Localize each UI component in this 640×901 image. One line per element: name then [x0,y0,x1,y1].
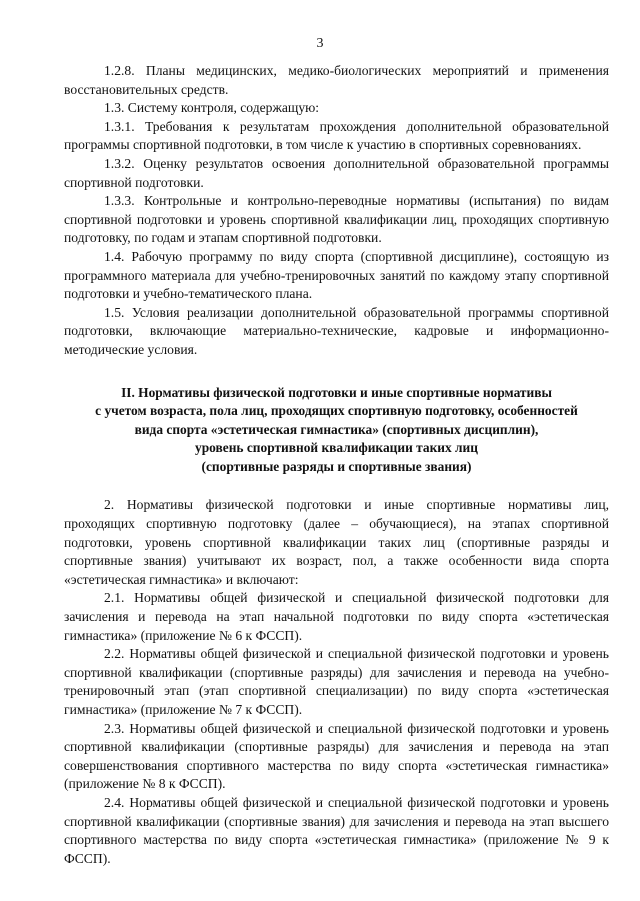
page-number: 3 [316,36,324,51]
paragraph-2-3: 2.3. Нормативы общей физической и специальной физической подготовки и уровень спортивной квалификации (спортивные разряды) для зачисления и перевода на этап совершенствования спортивного мастерства по виду спорта «эстетическая гимнастика» (приложение № 8 к ФССП). [64,720,609,792]
section-heading-line: с учетом возраста, пола лиц, проходящих спортивную подготовку, особенностей [95,403,578,419]
document-body [64,62,609,868]
paragraph-1-3-1: 1.3.1. Требования к результатам прохождения дополнительной образовательной программы спортивной подготовки, в том числе к участию в спортивных соревнованиях. [64,118,609,153]
paragraph-2-1: 2.1. Нормативы общей физической и специальной физической подготовки для зачисления и перевода на этап начальной подготовки по виду спорта «эстетическая гимнастика» (приложение № 6 к ФССП). [64,590,609,643]
paragraph-2-4: 2.4. Нормативы общей физической и специальной физической подготовки и уровень спортивной квалификации (спортивные звания) для зачисления и перевода на этап высшего спортивного мастерства по виду спорта «эстетическая гимнастика» (приложение № 9 к ФССП). [64,794,609,866]
section-heading-line: уровень спортивной квалификации таких лиц [195,440,478,456]
paragraph-1-2-8: 1.2.8. Планы медицинских, медико-биологических мероприятий и применения восстановительных средств. [64,63,609,97]
section-heading-line: (спортивные разряды и спортивные звания) [201,458,472,474]
paragraph-1-4: 1.4. Рабочую программу по виду спорта (спортивной дисциплине), состоящую из программного материала для учебно-тренировочных занятий по каждому этапу спортивной подготовки и учебно-тематического плана. [64,248,609,302]
paragraph-1-3-3: 1.3.3. Контрольные и контрольно-переводные нормативы (испытания) по видам спортивной подготовки и уровень спортивной квалификации лиц, проходящих спортивную подготовку, по годам и этапам спортивной подготовки. [64,193,609,246]
paragraph-1-3: 1.3. Систему контроля, содержащую: [104,100,320,116]
paragraph-1-3-2: 1.3.2. Оценку результатов освоения дополнительной образовательной программы спортивной подготовки. [64,155,609,190]
paragraph-2-2: 2.2. Нормативы общей физической и специальной физической подготовки и уровень спортивной квалификации (спортивные разряды) для зачисления и перевода на учебно-тренировочный этап (этап спортивной специализации) по виду спорта «эстетическая гимнастика» (приложение № 7 к ФССП). [64,646,609,717]
section-heading-line: вида спорта «эстетическая гимнастика» (спортивных дисциплин), [134,421,539,437]
section-heading [64,384,609,477]
paragraph-2: 2. Нормативы физической подготовки и иные спортивные нормативы лиц, проходящих спортивную подготовку (далее – обучающиеся), на этапах спортивной подготовки, уровень спортивной квалификации таких лиц (спортивные разряды и спортивные звания) учитывают их возраст, пол, а также особенности вида спорта «эстетическая гимнастика» и включают: [64,497,609,587]
section-heading-line: II. Нормативы физической подготовки и иные спортивные нормативы [121,384,552,400]
paragraph-1-5: 1.5. Условия реализации дополнительной образовательной программы спортивной подготовки, включающие материально-технические, кадровые и информационно-методические условия. [64,304,609,357]
